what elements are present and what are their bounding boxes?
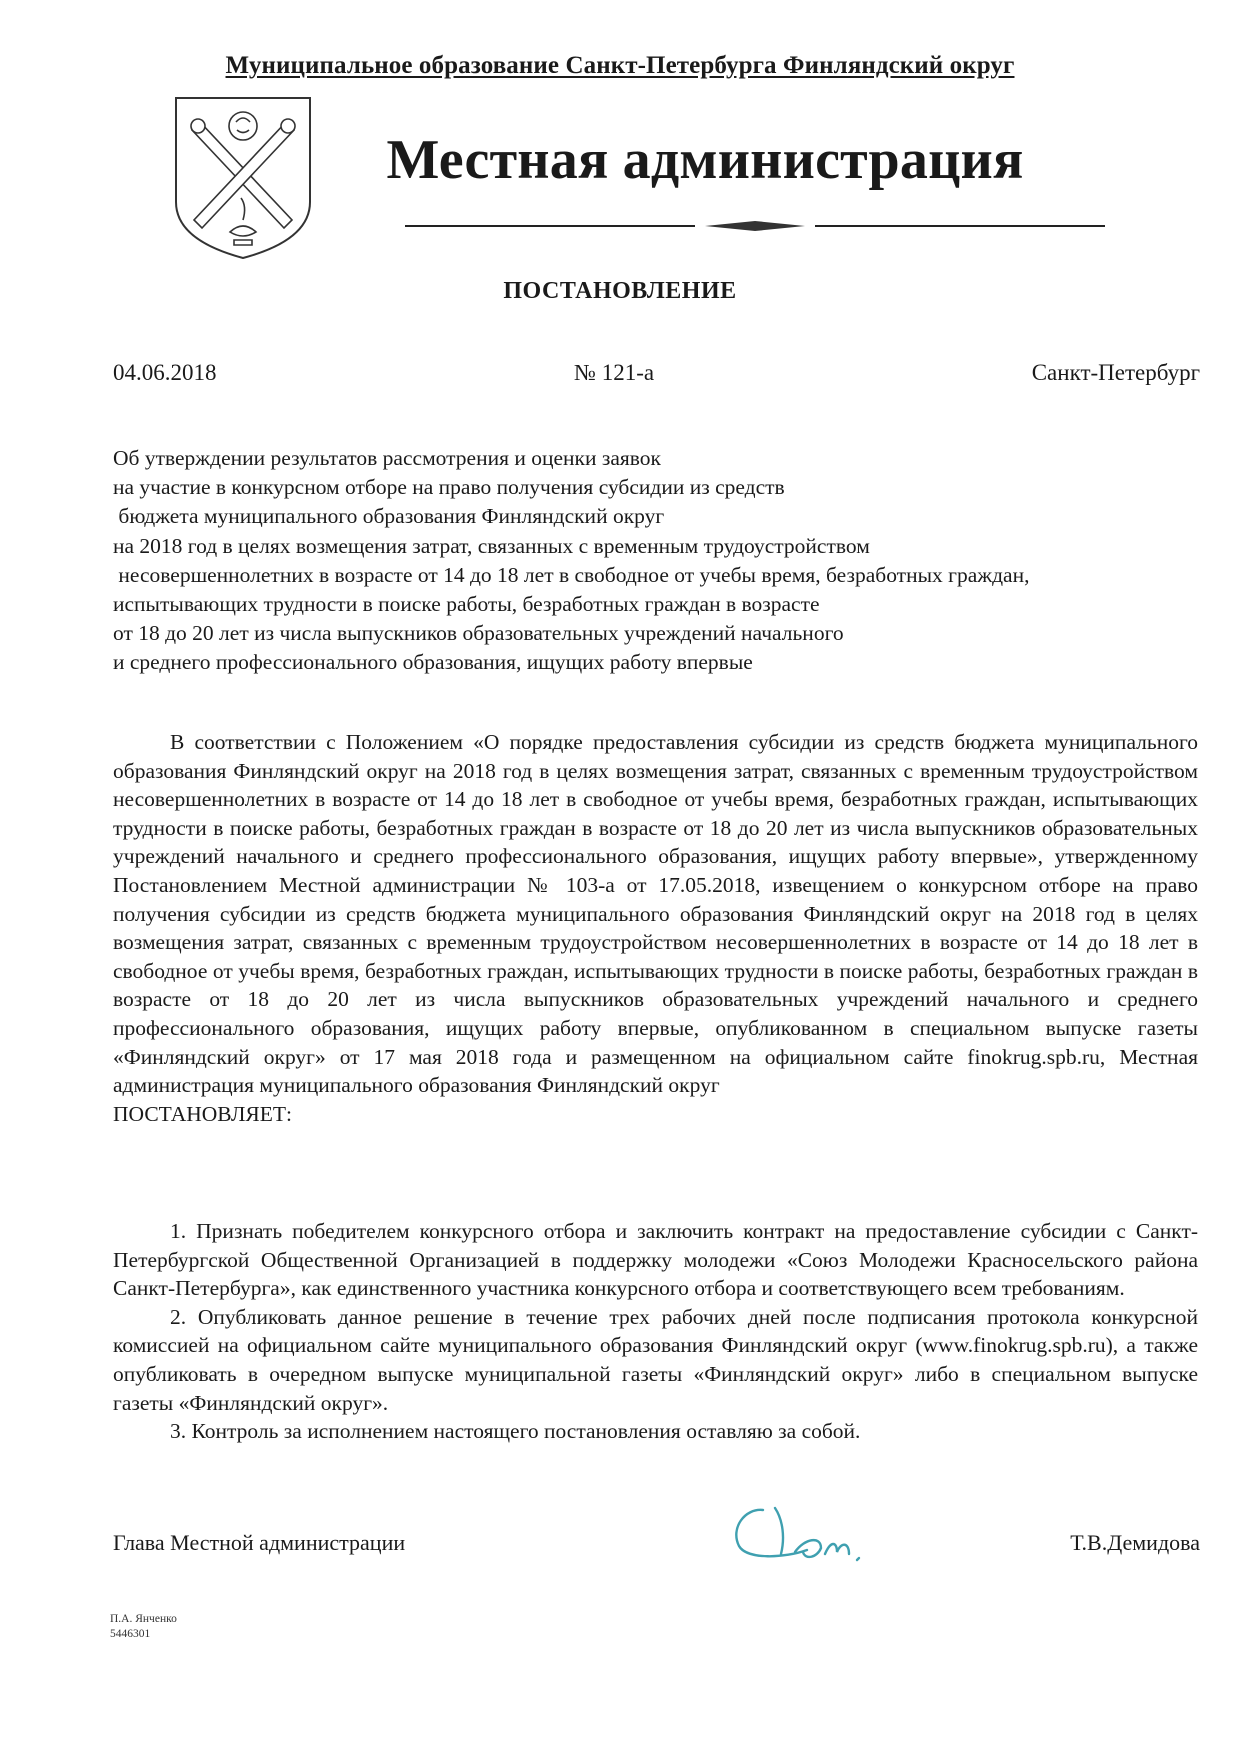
- signatory-name: Т.В.Демидова: [1070, 1530, 1200, 1555]
- coat-of-arms-icon: [170, 92, 316, 262]
- decree-item: 2. Опубликовать данное решение в течение трех рабочих дней после подписания протокола конкурсной комиссией на официальном сайте муниципального образования Финляндский округ (www.finokrug.spb.ru), а также опубликовать в очередном выпуске муниципальной газеты «Финляндский округ» либо в специальном выпуске газеты «Финляндский округ».: [113, 1304, 1198, 1415]
- document-date: 04.06.2018: [113, 360, 217, 385]
- executor-phone: 5446301: [110, 1628, 151, 1640]
- decree-item: 1. Признать победителем конкурсного отбора и заключить контракт на предоставление субсидии с Санкт-Петербургской Общественной Организацией в поддержку молодежи «Союз Молодежи Красносельского района Санкт-Петербурга», как единственного участника конкурсного отбора и соответствующего всем требованиям.: [113, 1219, 1198, 1301]
- document-city: Санкт-Петербург: [1031, 360, 1200, 385]
- organization-header: Муниципальное образование Санкт-Петербурга Финляндский округ: [225, 52, 1015, 79]
- subject-line: от 18 до 20 лет из числа выпускников образовательных учреждений начального: [113, 621, 844, 646]
- decree-items: [113, 1217, 1198, 1446]
- subject-line: на участие в конкурсном отборе на право получения субсидии из средств: [113, 475, 785, 500]
- signatory-position: Глава Местной администрации: [113, 1530, 406, 1555]
- subject-line: на 2018 год в целях возмещения затрат, связанных с временным трудоустройством: [113, 533, 870, 558]
- executor-info: [110, 1612, 177, 1642]
- subject-line: испытывающих трудности в поиске работы, безработных граждан в возрасте: [113, 592, 820, 617]
- decree-item: 3. Контроль за исполнением настоящего постановления оставляю за собой.: [170, 1419, 861, 1444]
- document-number: № 121-а: [574, 360, 655, 385]
- document-type: ПОСТАНОВЛЕНИЕ: [503, 278, 737, 304]
- preamble-paragraph: В соответствии с Положением «О порядке предоставления субсидии из средств бюджета муниципального образования Финляндский округ на 2018 год в целях возмещения затрат, связанных с временным трудоустройством несовершеннолетних в возрасте от 14 до 18 лет в свободное от учебы время, безработных граждан, испытывающих трудности в поиске работы, безработных граждан в возрасте от 18 до 20 лет из числа выпускников образовательных учреждений начального и среднего профессионального образования, ищущих работу впервые», утвержденному Постановлением Местной администрации № 103-а от 17.05.2018, извещением о конкурсном отборе на право получения субсидии из средств бюджета муниципального образования Финляндский округ на 2018 год в целях возмещения затрат, связанных с временным трудоустройством несовершеннолетних в возрасте от 14 до 18 лет в свободное от учебы время, безработных граждан, испытывающих трудности в поиске работы, безработных граждан в возрасте от 18 до 20 лет из числа выпускников образовательных учреждений начального и среднего профессионального образования, ищущих работу впервые, опубликованном в специальном выпуске газеты «Финляндский округ» от 17 мая 2018 года и размещенном на официальном сайте finokrug.spb.ru, Местная администрация муниципального образования Финляндский округ: [113, 730, 1198, 1098]
- subject-line: несовершеннолетних в возрасте от 14 до 18 лет в свободное от учебы время, безработных граждан,: [113, 562, 1030, 587]
- document-body: [113, 728, 1198, 1128]
- executor-name: П.А. Янченко: [110, 1613, 177, 1625]
- administration-title: Местная администрация: [386, 129, 1024, 191]
- document-subject: [113, 444, 1029, 678]
- decree-word: ПОСТАНОВЛЯЕТ:: [113, 1101, 292, 1126]
- subject-line: и среднего профессионального образования, ищущих работу впервые: [113, 650, 753, 675]
- handwritten-signature: [725, 1488, 895, 1578]
- subject-line: бюджета муниципального образования Финляндский округ: [113, 504, 665, 529]
- ornamental-divider: [405, 218, 1105, 234]
- subject-line: Об утверждении результатов рассмотрения и оценки заявок: [113, 446, 661, 470]
